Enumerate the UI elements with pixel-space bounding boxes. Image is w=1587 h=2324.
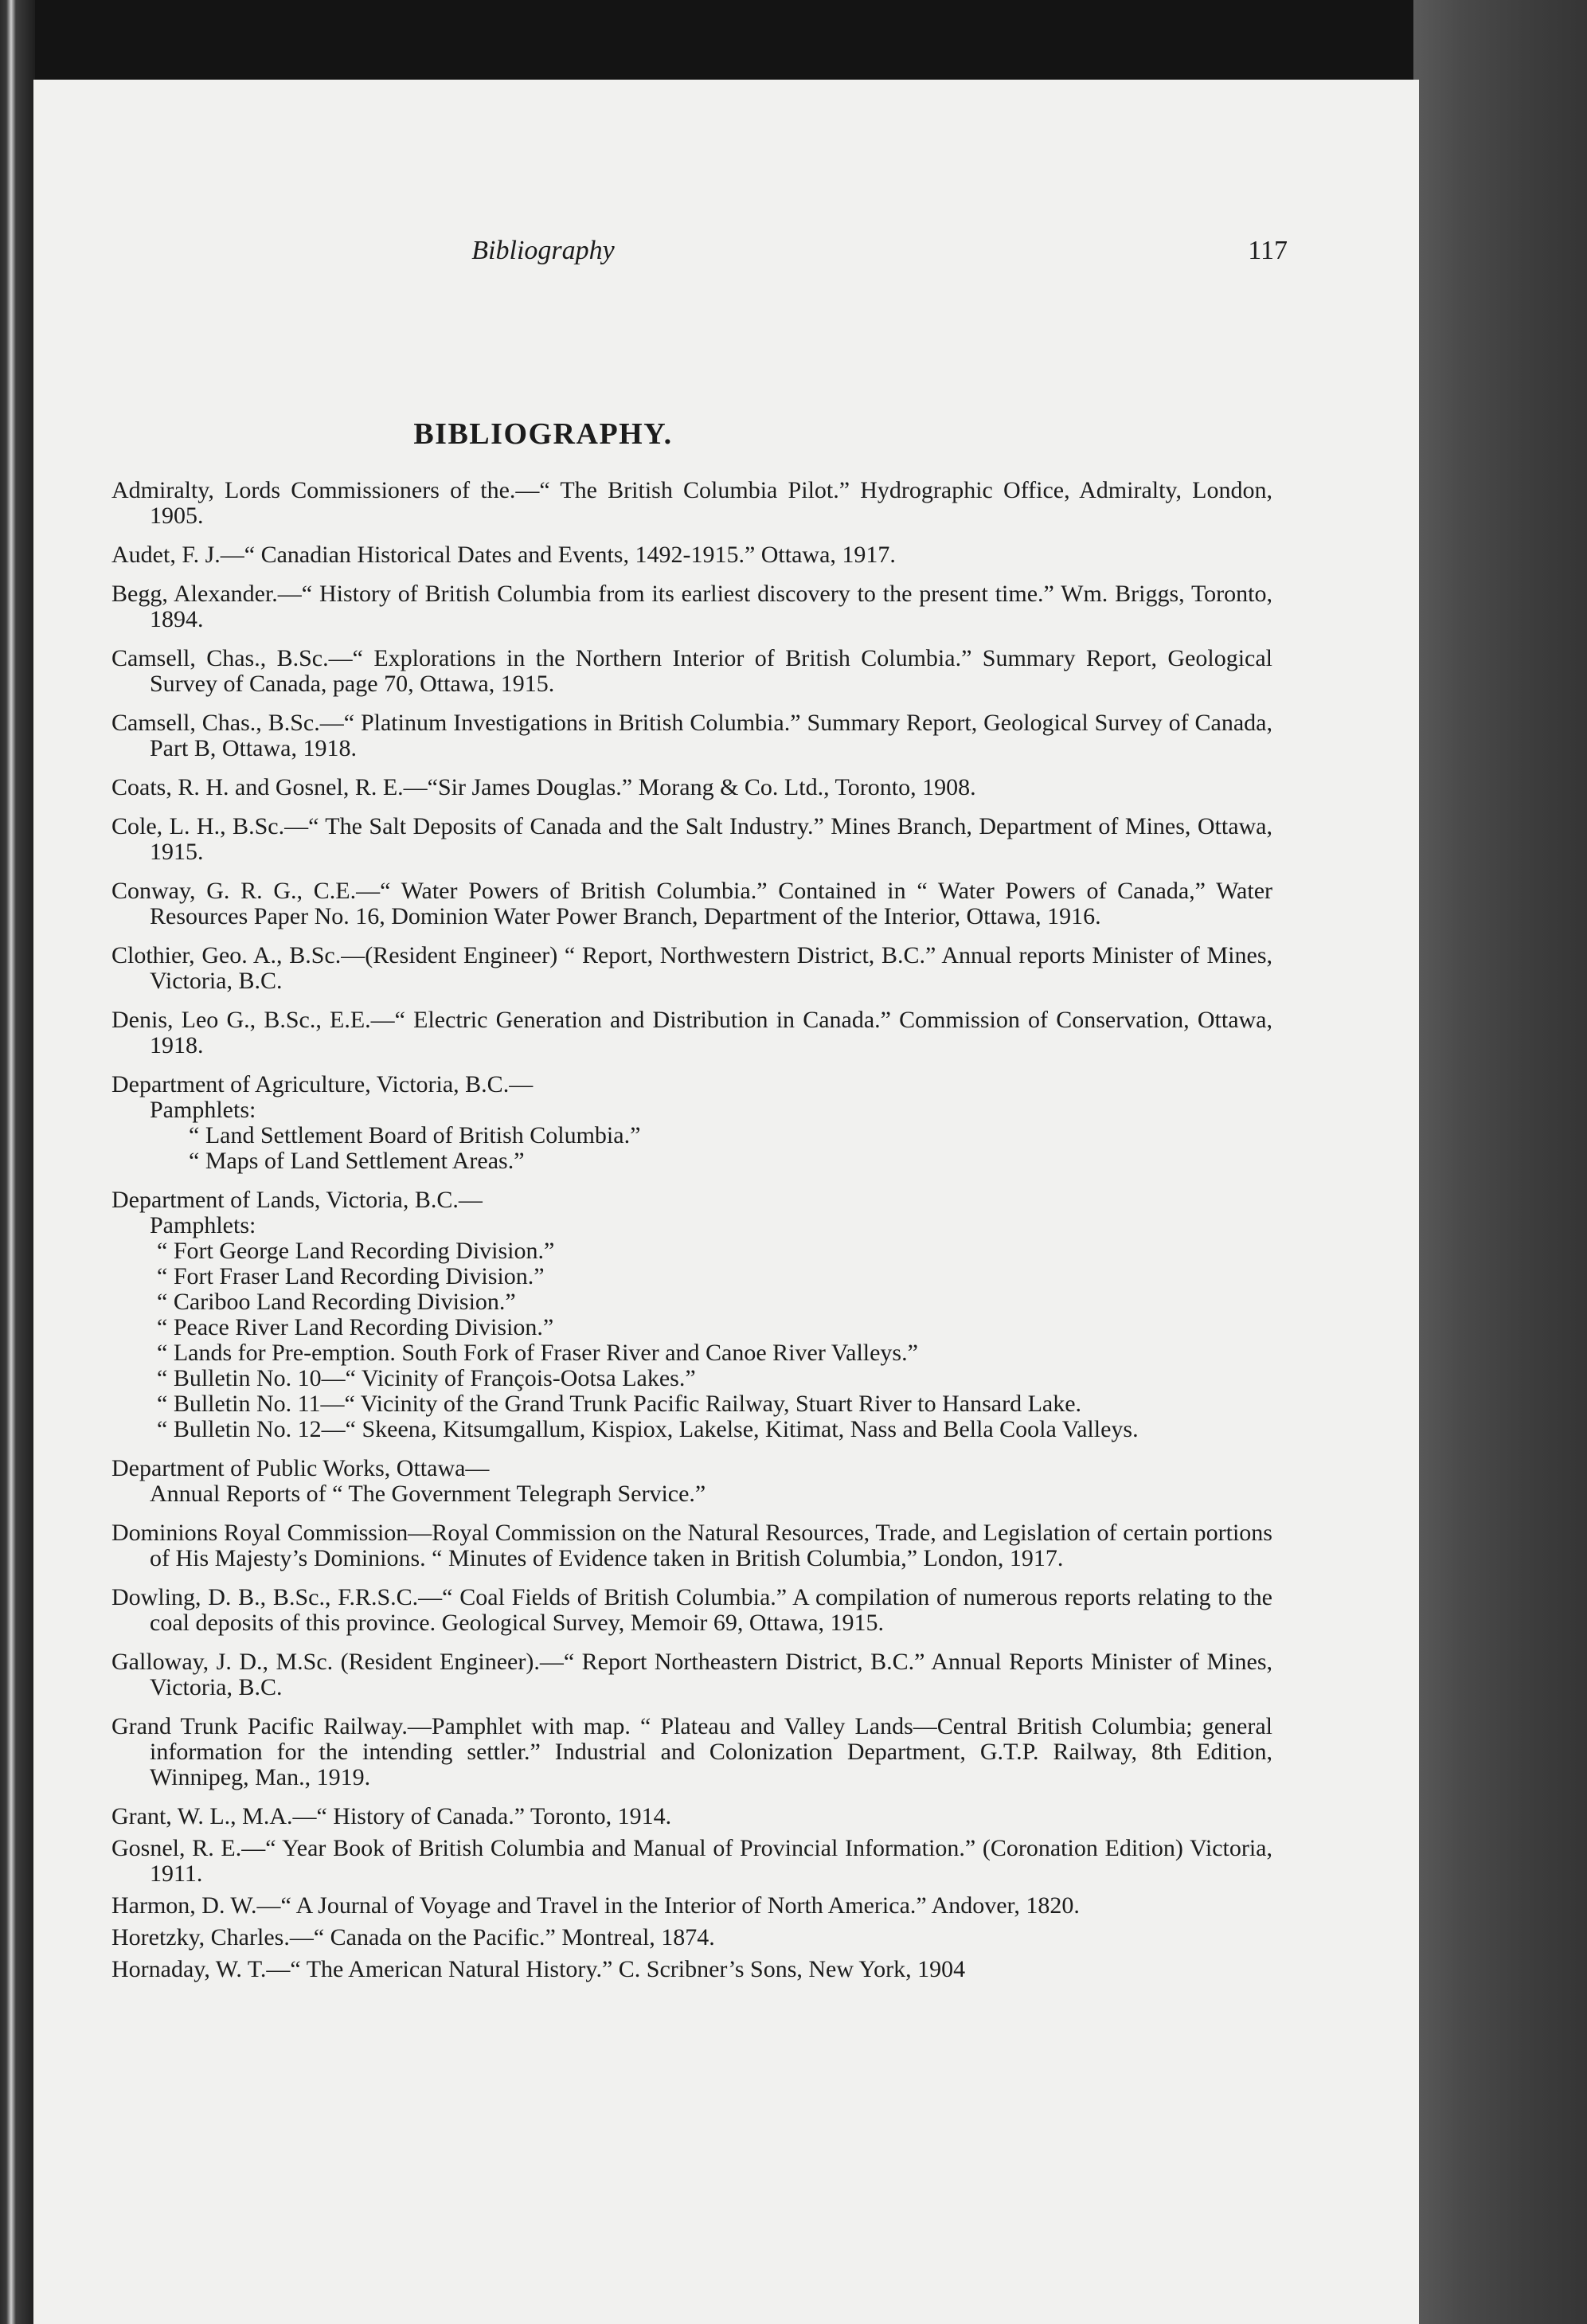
pamphlet-item: “ Fort Fraser Land Recording Division.” <box>157 1263 545 1289</box>
scan-right-edge <box>1413 0 1587 2324</box>
bib-entry: Dowling, D. B., B.Sc., F.R.S.C.—“ Coal Fields of British Columbia.” A compilation of numerous reports relating to the coal deposits of this province. Geological Survey, Memoir 69, Ottawa, 1915. <box>111 1584 1272 1636</box>
pamphlet-item: “ Peace River Land Recording Division.” <box>157 1314 554 1340</box>
bib-entry: Grant, W. L., M.A.—“ History of Canada.” Toronto, 1914. <box>111 1803 672 1829</box>
bib-entry: Harmon, D. W.—“ A Journal of Voyage and Travel in the Interior of North America.” Andover, 1820. <box>111 1892 1080 1919</box>
running-head <box>33 231 1419 271</box>
bib-entry: Audet, F. J.—“ Canadian Historical Dates and Events, 1492-1915.” Ottawa, 1917. <box>111 542 896 568</box>
pamphlet-item: “ Cariboo Land Recording Division.” <box>157 1289 516 1315</box>
bib-entry: Denis, Leo G., B.Sc., E.E.—“ Electric Generation and Distribution in Canada.” Commission of Conservation, Ottawa, 1918. <box>111 1007 1272 1058</box>
bib-entry: Grand Trunk Pacific Railway.—Pamphlet with map. “ Plateau and Valley Lands—Central British Columbia; general information for the intending settler.” Industrial and Colonization Department, G.T.P. Railway, 8th Edition, Winnipeg, Man., 1919. <box>111 1713 1272 1790</box>
bib-entry: Coats, R. H. and Gosnel, R. E.—“Sir James Douglas.” Morang & Co. Ltd., Toronto, 1908. <box>111 774 976 800</box>
bib-group-lands <box>111 1187 1272 1442</box>
bib-entry: Galloway, J. D., M.Sc. (Resident Engineer).—“ Report Northeastern District, B.C.” Annual Reports Minister of Mines, Victoria, B.C. <box>111 1649 1272 1700</box>
bib-entry: Hornaday, W. T.—“ The American Natural History.” C. Scribner’s Sons, New York, 1904 <box>111 1956 966 1982</box>
bib-entry: Camsell, Chas., B.Sc.—“ Explorations in the Northern Interior of British Columbia.” Summary Report, Geological Survey of Canada, page 70, Ottawa, 1915. <box>111 645 1272 697</box>
bib-entry: Admiralty, Lords Commissioners of the.—“ The British Columbia Pilot.” Hydrographic Office, Admiralty, London, 1905. <box>111 477 1272 529</box>
bibliography-list <box>111 478 1272 1996</box>
bib-group-lead: Department of Public Works, Ottawa— <box>111 1455 490 1481</box>
bib-group-line: Annual Reports of “ The Government Telegraph Service.” <box>150 1481 706 1507</box>
book-page <box>33 80 1419 2324</box>
bib-entry: Cole, L. H., B.Sc.—“ The Salt Deposits of Canada and the Salt Industry.” Mines Branch, Department of Mines, Ottawa, 1915. <box>111 813 1272 865</box>
pamphlet-item: “ Bulletin No. 11—“ Vicinity of the Grand Trunk Pacific Railway, Stuart River to Hansard Lake. <box>157 1391 1082 1417</box>
pamphlet-item: “ Bulletin No. 12—“ Skeena, Kitsumgallum, Kispiox, Lakelse, Kitimat, Nass and Bella Coola Valleys. <box>157 1416 1139 1442</box>
pamphlet-item: “ Land Settlement Board of British Columbia.” <box>189 1122 641 1148</box>
bib-group-lead: Department of Agriculture, Victoria, B.C.— <box>111 1071 534 1097</box>
running-title: Bibliography <box>471 236 615 265</box>
pamphlet-item: “ Lands for Pre-emption. South Fork of Fraser River and Canoe River Valleys.” <box>157 1340 918 1366</box>
bib-entry: Begg, Alexander.—“ History of British Columbia from its earliest discovery to the present time.” Wm. Briggs, Toronto, 1894. <box>111 581 1272 632</box>
page-heading: BIBLIOGRAPHY. <box>413 417 673 451</box>
page-number: 117 <box>1248 236 1288 265</box>
bib-entry: Dominions Royal Commission—Royal Commission on the Natural Resources, Trade, and Legislation of certain portions of His Majesty’s Dominions. “ Minutes of Evidence taken in British Columbia,” London, 1917. <box>111 1520 1272 1571</box>
pamphlet-item: “ Fort George Land Recording Division.” <box>157 1238 555 1264</box>
pamphlets-label: Pamphlets: <box>150 1212 256 1238</box>
bib-entry: Conway, G. R. G., C.E.—“ Water Powers of British Columbia.” Contained in “ Water Powers of Canada,” Water Resources Paper No. 16, Dominion Water Power Branch, Department of the Interior, Ottawa, 1916. <box>111 878 1272 929</box>
bib-group-lead: Department of Lands, Victoria, B.C.— <box>111 1187 483 1213</box>
bib-entry: Camsell, Chas., B.Sc.—“ Platinum Investigations in British Columbia.” Summary Report, Geological Survey of Canada, Part B, Ottawa, 1918. <box>111 710 1272 761</box>
scan-left-edge <box>0 0 35 2324</box>
bib-group-public-works <box>111 1456 1272 1507</box>
pamphlets-label: Pamphlets: <box>150 1097 256 1123</box>
bib-entry: Clothier, Geo. A., B.Sc.—(Resident Engineer) “ Report, Northwestern District, B.C.” Annual reports Minister of Mines, Victoria, B.C. <box>111 942 1272 994</box>
bib-group-agriculture <box>111 1072 1272 1174</box>
pamphlet-item: “ Maps of Land Settlement Areas.” <box>189 1148 525 1174</box>
bib-entry: Horetzky, Charles.—“ Canada on the Pacific.” Montreal, 1874. <box>111 1924 715 1950</box>
pamphlet-item: “ Bulletin No. 10—“ Vicinity of François-Ootsa Lakes.” <box>157 1365 696 1391</box>
bib-entry: Gosnel, R. E.—“ Year Book of British Columbia and Manual of Provincial Information.” (Coronation Edition) Victoria, 1911. <box>111 1835 1272 1887</box>
